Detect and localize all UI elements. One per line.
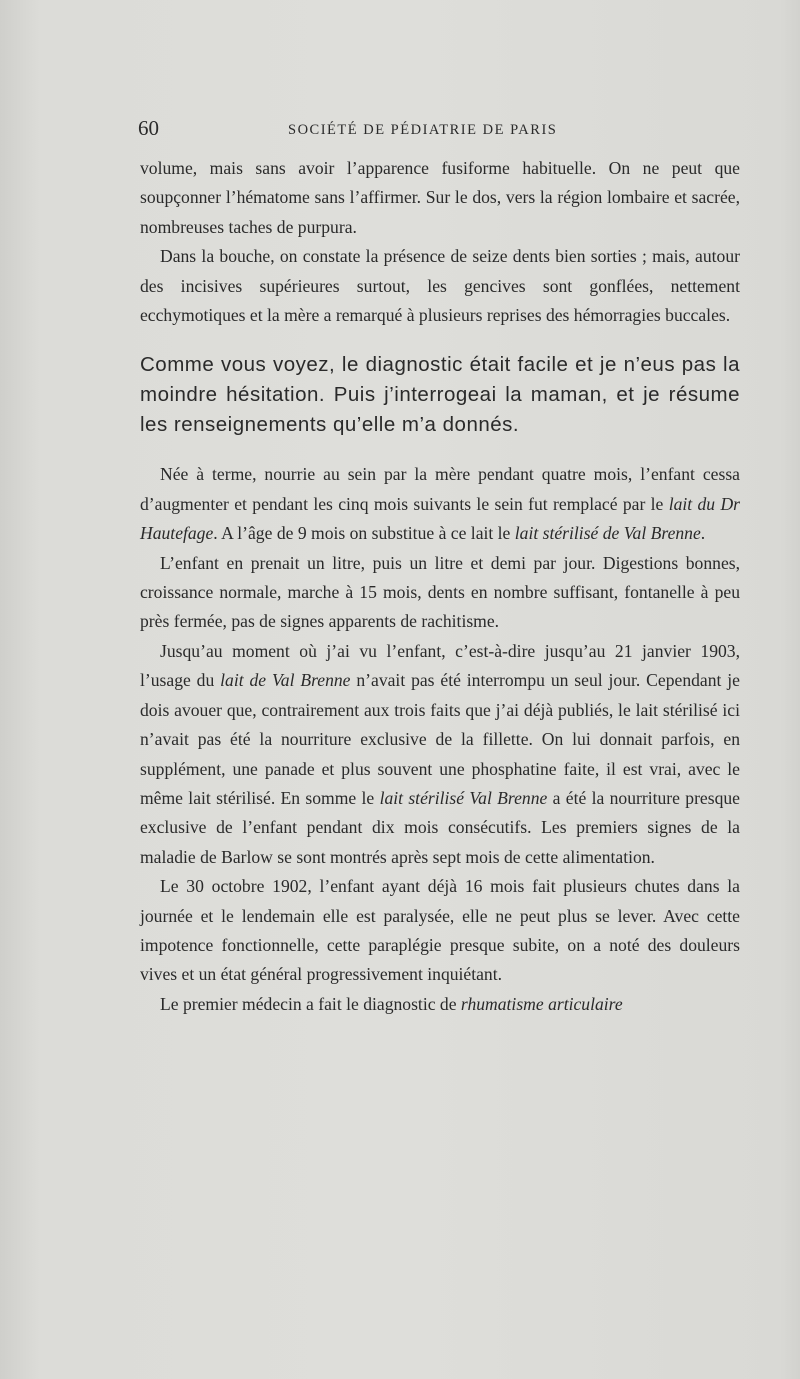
- paragraph-2: Dans la bouche, on constate la présence de seize dents bien sorties ; mais, autour des incisives supérieures surtout, les gencives sont gonflées, nettement ecchymotiques et la mère a remarqué à plusieurs reprises des hémorragies buccales.: [140, 246, 740, 326]
- p4-text-e: .: [700, 523, 706, 544]
- p6-text-c: n’avait pas été interrompu un seul jour. Cependant je dois avouer que, contrairement aux trois faits que j’ai déjà publiés, le lait stérilisé ici n’avait pas été la nourriture exclusive de la fillette. On lui donnait parfois, en supplément, une panade et plus souvent une phosphatine faite, il est vrai, avec le même lait stérilisé. En somme le: [140, 670, 740, 808]
- page-number: 60: [138, 116, 159, 140]
- p6-text-a: Jusqu’au moment où j’ai vu l’enfant, c’est-à-dire jusqu’au 21 janvier 1903, l’usage du: [140, 640, 740, 691]
- p4-text-a: Née à terme, nourrie au sein par la mère pendant quatre mois, l’enfant cessa d’augmenter et pendant les cinq mois suivants le sein fut remplacé par le: [140, 464, 740, 514]
- page-header: [138, 116, 738, 144]
- paragraph-3-large-print: Comme vous voyez, le diagnostic était facile et je n’eus pas la moindre hésitation. Puis j’interrogeai la maman, et je résume les renseignements qu’elle m’a donnés.: [140, 353, 740, 437]
- paragraph-7: Le 30 octobre 1902, l’enfant ayant déjà 16 mois fait plusieurs chutes dans la journée et le lendemain elle est paralysée, elle ne peut plus se lever. Avec cette impotence fonctionnelle, cette paraplégie presque subite, on a noté des douleurs vives et un état général progressivement inquiétant.: [140, 876, 740, 985]
- paragraph-4: [140, 460, 740, 548]
- p8-italic: rhumatisme articulaire: [460, 993, 623, 1014]
- running-title: SOCIÉTÉ DE PÉDIATRIE DE PARIS: [288, 122, 558, 138]
- page-body: [140, 154, 740, 1019]
- p6-italic-b: lait stérilisé Val Brenne: [379, 787, 548, 808]
- paragraph-6: [140, 637, 740, 872]
- p4-italic-milk-val-brenne: lait stérilisé de Val Brenne: [514, 523, 701, 544]
- p8-text-a: Le premier médecin a fait le diagnostic de: [160, 993, 461, 1014]
- paragraph-8: [140, 990, 740, 1019]
- p6-italic-a: lait de Val Brenne: [220, 670, 351, 691]
- p4-italic-milk-hautefage: lait du Dr Hautefage: [140, 493, 740, 544]
- paragraph-1: volume, mais sans avoir l’apparence fusiforme habituelle. On ne peut que soupçonner l’hématome sans l’affirmer. Sur le dos, vers la région lombaire et sacrée, nombreuses taches de purpura.: [140, 158, 740, 237]
- paragraph-5: L’enfant en prenait un litre, puis un litre et demi par jour. Digestions bonnes, croissance normale, marche à 15 mois, dents en nombre suffisant, fontanelle à peu près fermée, pas de signes apparents de rachitisme.: [140, 552, 740, 632]
- p6-text-e: a été la nourriture presque exclusive de l’enfant pendant dix mois consécutifs. Les premiers signes de la maladie de Barlow se sont montrés après sept mois de cette alimentation.: [140, 787, 740, 867]
- p4-text-c: . A l’âge de 9 mois on substitue à ce lait le: [213, 523, 515, 544]
